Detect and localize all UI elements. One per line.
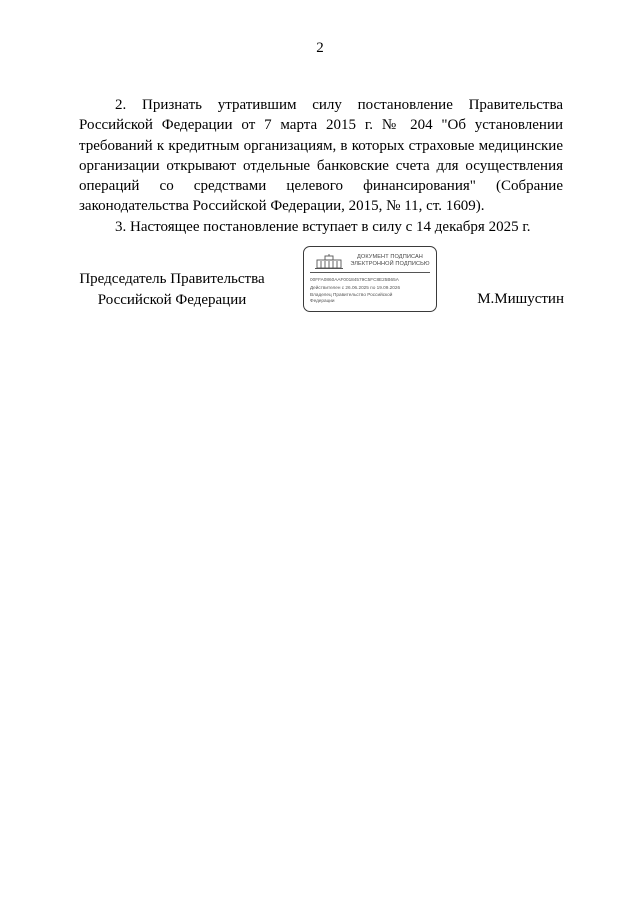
signatory-position-line2: Российской Федерации: [97, 291, 247, 308]
signatory-position: [70, 269, 274, 310]
stamp-certificate: 00FFA0860AAF00184579C5FC8E25B65A: [310, 277, 399, 282]
stamp-title-line1: ДОКУМЕНТ ПОДПИСАН: [357, 254, 423, 260]
stamp-title-line2: ЭЛЕКТРОННОЙ ПОДПИСЬЮ: [350, 261, 430, 267]
stamp-validity: Действителен с 26.06.2025 по 19.09.2026: [310, 285, 401, 290]
document-body: [79, 95, 563, 237]
stamp-owner-line2: Федерации: [310, 298, 335, 303]
signatory-name: М.Мишустин: [477, 291, 564, 307]
signatory-position-line1: Председатель Правительства: [79, 271, 265, 287]
paragraph-2: 2. Признать утратившим силу постановление Правительства Российской Федерации от 7 марта 2015 г. № 204 "Об установлении требований к кредитным организациям, в которых страховые медицинские организации открывают отдельные банковские счета для осуществления операций со средствами целевого финансирования" (Собрание законодательства Российской Федерации, 2015, № 11, ст. 1609).: [79, 97, 563, 215]
paragraph-3: 3. Настоящее постановление вступает в силу с 14 декабря 2025 г.: [115, 218, 531, 235]
stamp-title: [344, 254, 436, 268]
stamp-owner-line1: Владелец Правительство Российской: [310, 292, 393, 297]
stamp-divider: [310, 272, 430, 273]
government-building-icon: [313, 254, 345, 270]
electronic-signature-stamp: [303, 246, 437, 312]
page-number: 2: [316, 40, 324, 56]
